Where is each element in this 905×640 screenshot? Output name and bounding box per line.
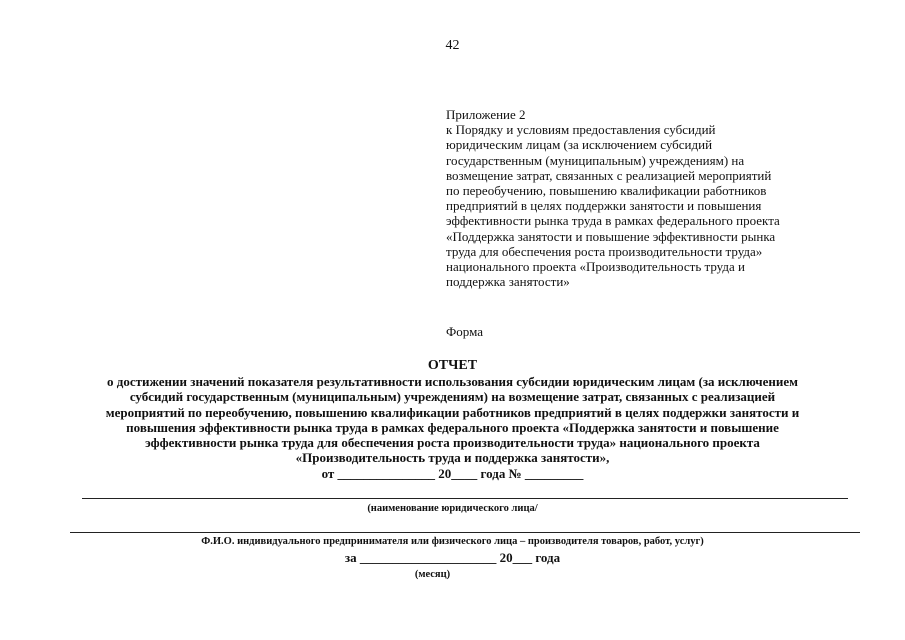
report-subtitle-line: «Производительность труда и поддержка занятости», [295,450,610,466]
report-subtitle-line: повышения эффективности рынка труда в рамках федерального проекта «Поддержка занятости и повышение [126,419,779,435]
entity-name-rule [82,498,848,499]
report-subtitle-line: эффективности рынка труда для обеспечения роста производительности труда» национального проекта [145,435,760,451]
appendix-line: «Поддержка занятости и повышение эффективности рынка [446,228,776,244]
appendix-line: эффективности рынка труда в рамках федерального проекта [446,213,780,229]
appendix-line: государственным (муниципальным) учреждениям) на [446,152,745,168]
appendix-line: предприятий в целях поддержки занятости и повышения [446,198,762,214]
report-title: ОТЧЕТ [427,358,478,373]
appendix-line: юридическим лицам (за исключением субсидий [446,137,713,153]
entity-name-caption: (наименование юридического лица/ [367,503,538,514]
report-heading [40,358,865,481]
report-date-line: от _______________ 20____ года № _________ [321,465,584,481]
report-subtitle-line: субсидий государственным (муниципальным) учреждениям) на возмещение затрат, связанных с реализацией [129,389,776,405]
entrepreneur-name-rule [70,532,860,533]
appendix-line: поддержка занятости» [446,274,570,290]
report-subtitle-line: мероприятий по переобучению, повышению квалификации работников предприятий в целях поддержки занятости и [105,404,800,420]
appendix-line: труда для обеспечения роста производительности труда» [446,243,763,259]
appendix-line: к Порядку и условиям предоставления субсидий [446,122,716,138]
appendix-line: Приложение 2 [446,107,526,122]
appendix-line: национального проекта «Производительность труда и [446,259,745,275]
report-subtitle-line: о достижении значений показателя результативности использования субсидии юридическим лицам (за исключением [107,374,798,389]
period-line: за _____________________ 20___ года [344,550,561,565]
appendix-line: по переобучению, повышению квалификации работников [446,183,767,199]
month-caption: (месяц) [414,569,451,580]
appendix-line: возмещение затрат, связанных с реализацией мероприятий [446,167,772,183]
entrepreneur-caption: Ф.И.О. индивидуального предпринимателя или физического лица – производителя товаров, работ, услуг) [201,536,704,547]
appendix-header [446,107,866,289]
form-label: Форма [446,324,483,339]
page-number: 42 [445,38,460,53]
